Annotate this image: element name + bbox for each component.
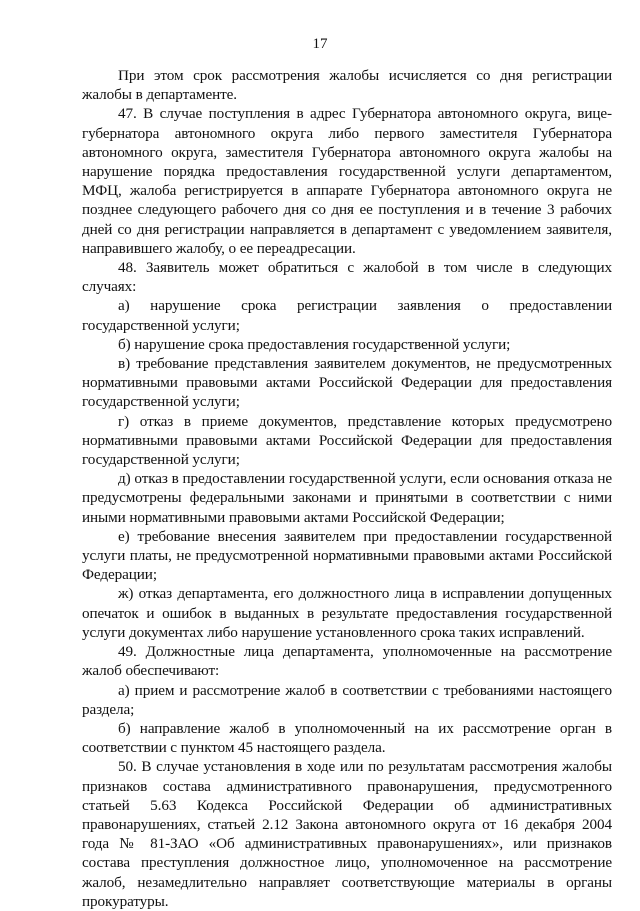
paragraph-48: 48. Заявитель может обратиться с жалобой в том числе в следующих случаях: — [82, 259, 612, 296]
list-item-48-g: г) отказ в приеме документов, представление которых предусмотрено нормативными правовыми актами Российской Федерации для предоставления государственной услуги; — [82, 412, 612, 469]
list-item-48-zh: ж) отказ департамента, его должностного лица в исправлении допущенных опечаток и ошибок в выданных в результате предоставления государственной услуги документах либо нарушение установленного срока таких исправлений. — [82, 585, 612, 641]
list-item-48-v: в) требование представления заявителем документов, не предусмотренных нормативными правовыми актами Российской Федерации для предоставления государственной услуги; — [82, 355, 612, 411]
list-item-49-a: а) прием и рассмотрение жалоб в соответствии с требованиями настоящего раздела; — [82, 681, 612, 718]
list-item-48-b: б) нарушение срока предоставления государственной услуги; — [118, 335, 511, 353]
page-number: 17 — [312, 36, 328, 52]
paragraph-complaint-term: При этом срок рассмотрения жалобы исчисляется со дня регистрации жалобы в департаменте. — [82, 67, 612, 104]
list-item-48-d: д) отказ в предоставлении государственной услуги, если основания отказа не предусмотрены федеральными законами и принятыми в соответствии с ними иными нормативными правовыми актами Российской Федерации; — [82, 470, 612, 526]
document-body — [82, 66, 612, 911]
list-item-48-e: е) требование внесения заявителем при предоставлении государственной услуги платы, не предусмотренной нормативными правовыми актами Российской Федерации; — [82, 527, 612, 584]
paragraph-50: 50. В случае установления в ходе или по результатам рассмотрения жалобы признаков состава административного правонарушения, предусмотренного статьей 5.63 Кодекса Российской Федерации об административных правонарушениях, статьей 2.12 Закона автономного округа от 16 декабря 2004 года № 81-ЗАО «Об административных правонарушениях», или признаков состава преступления должностное лицо, уполномоченное на рассмотрение жалоб, незамедлительно направляет соответствующие материалы в органы прокуратуры. — [82, 758, 612, 910]
list-item-48-a: а) нарушение срока регистрации заявления о предоставлении государственной услуги; — [82, 297, 612, 334]
list-item-49-b: б) направление жалоб в уполномоченный на их рассмотрение орган в соответствии с пунктом 45 настоящего раздела. — [82, 719, 612, 757]
paragraph-49: 49. Должностные лица департамента, уполномоченные на рассмотрение жалоб обеспечивают: — [82, 643, 612, 680]
paragraph-47: 47. В случае поступления в адрес Губернатора автономного округа, вице-губернатора автономного округа либо первого заместителя Губернатора автономного округа, заместителя Губернатора автономного округа жалобы на нарушение порядка предоставления государственной услуги департаментом, МФЦ, жалоба регистрируется в аппарате Губернатора автономного округа не позднее следующего рабочего дня со дня ее поступления и в течение 3 рабочих дней со дня регистрации направляется в департамент с уведомлением заявителя, направившего жалобу, о ее переадресации. — [82, 105, 612, 257]
